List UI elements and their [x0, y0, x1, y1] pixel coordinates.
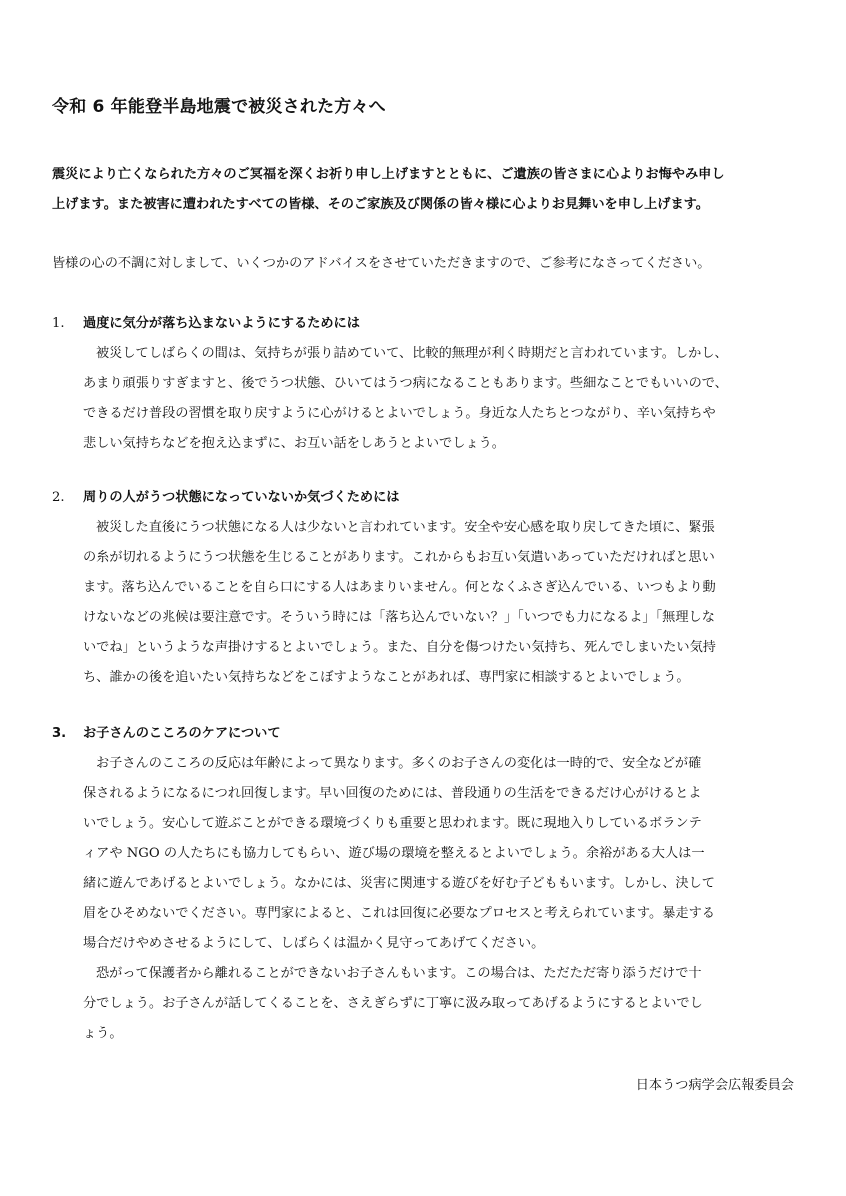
section-heading	[52, 719, 796, 749]
section-heading	[52, 309, 796, 339]
section-title: 過度に気分が落ち込まないようにするためには	[83, 316, 360, 331]
paragraph-line: 分でしょう。お子さんが話してくることを、さえぎらずに丁寧に汲み取ってあげるようにするとよいでし	[83, 996, 703, 1011]
paragraph-line: 恐がって保護者から離れることができないお子さんもいます。この場合は、ただただ寄り添うだけで十	[96, 966, 702, 981]
signature: 日本うつ病学会広報委員会	[635, 1078, 794, 1093]
section-paragraph	[52, 513, 796, 693]
paragraph-line: 被災してしばらくの間は、気持ちが張り詰めていて、比較的無理が利く時期だと言われています。しかし、	[96, 346, 728, 361]
paragraph-line: いでね」というような声掛けするとよいでしょう。また、自分を傷つけたい気持ち、死んでしまいたい気持	[83, 640, 716, 655]
paragraph-line: できるだけ普段の習慣を取り戻すように心がけるとよいでしょう。身近な人たちとつながり、辛い気持ちや	[83, 406, 716, 421]
section-number: 3.	[52, 726, 67, 741]
paragraph-line: ます。落ち込んでいることを自ら口にする人はあまりいません。何となくふさぎ込んでいる、いつもより動	[83, 580, 716, 595]
section-paragraph	[52, 749, 796, 959]
page-title: 令和 6 年能登半島地震で被災された方々へ	[52, 97, 386, 117]
section-number: 2.	[52, 490, 65, 505]
paragraph-line: 場合だけやめさせるようにして、しばらくは温かく見守ってあげてください。	[83, 936, 545, 951]
paragraph-line: あまり頑張りすぎますと、後でうつ状態、ひいてはうつ病になることもあります。些細なことでもいいので、	[83, 376, 728, 391]
paragraph-line: 緒に遊んであげるとよいでしょう。なかには、災害に関連する遊びを好む子どももいます。しかし、決して	[83, 876, 715, 891]
section-heading	[52, 483, 796, 513]
paragraph-line: けないなどの兆候は要注意です。そういう時には「落ち込んでいない？」「いつでも力になるよ」「無理しな	[83, 610, 715, 625]
section-3	[52, 719, 796, 1049]
paragraph-line: 保されるようになるにつれ回復します。早い回復のためには、普段通りの生活をできるだけ心がけるとよ	[83, 786, 702, 801]
condolence-line: 震災により亡くなられた方々のご冥福を深くお祈り申し上げますとともに、ご遺族の皆さまに心よりお悔やみ申し	[52, 167, 725, 182]
paragraph-line: の糸が切れるようにうつ状態を生じることがあります。これからもお互い気遣いあっていただければと思い	[83, 550, 715, 565]
paragraph-line: ち、誰かの後を追いたい気持ちなどをこぼすようなことがあれば、専門家に相談するとよいでしょう。	[83, 670, 690, 685]
paragraph-line: ィアや NGO の人たちにも協力してもらい、遊び場の環境を整えるとよいでしょう。余裕がある大人は一	[83, 846, 705, 861]
section-title: お子さんのこころのケアについて	[83, 726, 281, 741]
paragraph-line: 悲しい気持ちなどを抱え込まずに、お互い話をしあうとよいでしょう。	[83, 436, 505, 451]
section-2	[52, 483, 796, 693]
paragraph-line: 眉をひそめないでください。専門家によると、これは回復に必要なプロセスと考えられています。暴走する	[83, 906, 715, 921]
condolence-line: 上げます。また被害に遭われたすべての皆様、そのご家族及び関係の皆々様に心よりお見舞いを申し上げます。	[52, 197, 709, 212]
intro-text: 皆様の心の不調に対しまして、いくつかのアドバイスをさせていただきますので、ご参考になさってください。	[52, 256, 711, 271]
section-paragraph	[52, 339, 796, 459]
section-number: 1.	[52, 316, 65, 331]
paragraph-line: お子さんのこころの反応は年齢によって異なります。多くのお子さんの変化は一時的で、安全などが確	[96, 756, 702, 771]
paragraph-line: 被災した直後にうつ状態になる人は少ないと言われています。安全や安心感を取り戻してきた頃に、緊張	[96, 520, 715, 535]
section-title: 周りの人がうつ状態になっていないか気づくためには	[83, 490, 400, 505]
section-1	[52, 309, 796, 459]
section-paragraph	[52, 959, 796, 1049]
condolence-message	[52, 160, 802, 220]
paragraph-line: ょう。	[83, 1026, 123, 1041]
paragraph-line: いでしょう。安心して遊ぶことができる環境づくりも重要と思われます。既に現地入りしているボランテ	[83, 816, 702, 831]
